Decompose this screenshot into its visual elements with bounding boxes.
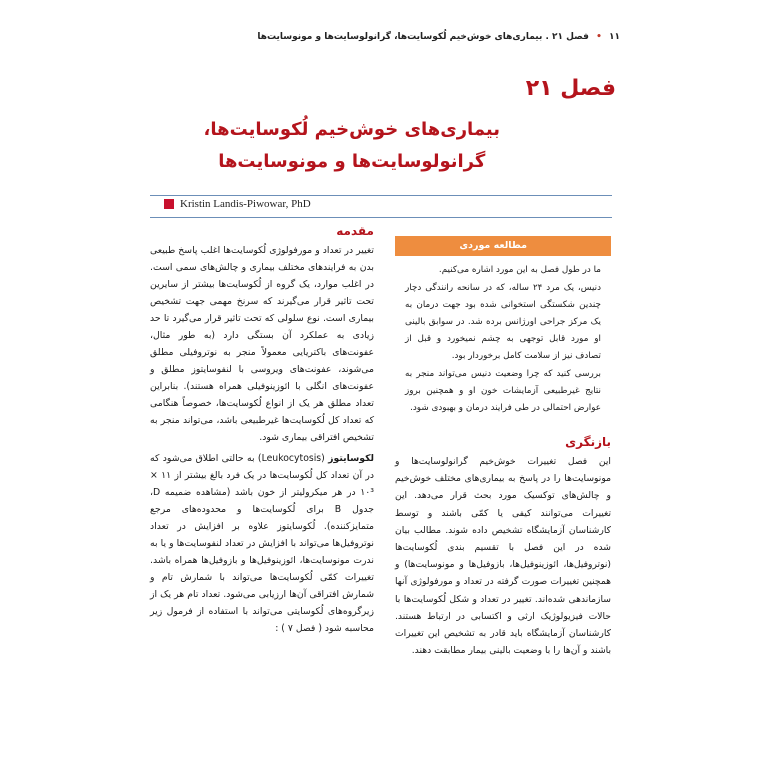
author-rule-top [150, 195, 612, 196]
case-study-box [395, 236, 611, 417]
intro-column [150, 220, 374, 637]
intro-heading: مقدمه [336, 224, 374, 238]
intro-paragraph-2 [150, 450, 374, 637]
chapter-title-line-1: بیماری‌های خوش‌خیم لُکوسایت‌ها، [203, 119, 500, 140]
case-study-paragraph: دنیس، یک مرد ۲۴ ساله، که در سانحه رانندگی دچار چندین شکستگی استخوانی شده بود جهت درمان به یک مرکز جراحی اورژانس برده شد. در سوابق بالینی او مورد قابل توجهی به چشم نمیخورد و قبل از تصادف نیز از سلامت کامل برخوردار بود. [405, 283, 601, 361]
running-head [150, 32, 620, 42]
case-study-body [395, 256, 611, 417]
running-head-title: فصل ۲۱ . بیماری‌های خوش‌خیم لُکوسایت‌ها، گرانولوسایت‌ها و مونوسایت‌ها [257, 32, 589, 42]
leukocytosis-term: لکوسایتوز [328, 453, 374, 464]
chapter-number: فصل ۲۱ [525, 76, 616, 101]
review-heading: بازنگری [565, 435, 611, 449]
intro-paragraph-2-text: (Leukocytosis) به حالتی اطلاق می‌شود که در آن تعداد کل لُکوسایت‌ها در یک فرد بالغ بیشتر از ۱۱ × ۱۰³ در هر میکرولیتر از خون باشد (مشاهده ضمیمه D، جدول B برای لُکوسایت‌ها و محدوده‌های مرجع متمایزکننده). لُکوسایتوز علاوه بر افزایش در تعداد نوتروفیل‌ها می‌تواند با افزایش در تعداد لنفوسایت‌ها و یا به ندرت مونوسایت‌ها، ائوزینوفیل‌ها و بازوفیل‌ها همراه باشد. تغییرات کمّی لُکوسایت‌ها می‌تواند با شمارش تام و شمارش افتراقی آن‌ها ارزیابی می‌شود. تعداد تام هر یک از زیرگروه‌های لُکوسایتی می‌تواند با استفاده از فرمول زیر محاسبه شود ( فصل ۷ ) : [150, 453, 375, 634]
author-marker [164, 199, 174, 209]
author-rule-bottom [150, 217, 612, 218]
chapter-title [204, 114, 500, 178]
case-study-question: بررسی کنید که چرا وضعیت دنیس می‌تواند منجر به نتایج غیرطبیعی آزمایشات خون او و همچنین بروز عوارض احتمالی در طی فرایند درمان و بهبودی شود. [405, 369, 601, 413]
case-study-intro: ما در طول فصل به این مورد اشاره می‌کنیم. [438, 265, 601, 275]
chapter-title-line-2: گرانولوسایت‌ها و مونوسایت‌ها [218, 151, 486, 172]
author-name: Kristin Landis-Piwowar, PhD [180, 198, 311, 210]
right-column [395, 236, 611, 659]
review-paragraph: این فصل تغییرات خوش‌خیم گرانولوسایت‌ها و مونوسایت‌ها را در پاسخ به بیماری‌های مختلف خوش‌خیم و چالش‌های توکسیک مورد بحث قرار می‌دهد. این تغییرات می‌توانند کیفی یا کمّی باشند و توسط کارشناسان آزمایشگاه تشخیص داده شوند. مطالب بیان شده در این فصل با تقسیم بندی لُکوسایت‌ها (نوتروفیل‌ها، ائوزینوفیل‌ها، بازوفیل‌ها و مونوسایت‌ها) و همچنین تغییرات صورت گرفته در تعداد و مورفولوژی آنها سازماندهی شده‌اند. تغییر در تعداد و شکل لُکوسایت‌ها با حالات فیزیولوژیک ارثی و اکتسابی در ارتباط هستند. کارشناسان آزمایشگاه باید قادر به تشخیص این تغییرات باشند و آن‌ها را با وضعیت بالینی بیمار مطابقت دهند. [395, 456, 611, 657]
page-number: ۱۱ [609, 32, 620, 42]
intro-paragraph-1: تغییر در تعداد و مورفولوژی لُکوسایت‌ها اغلب پاسخ طبیعی بدن به فرایندهای مختلف بیماری و چالش‌های سمی است. در اغلب موارد، یک گروه از لُکوسایت‌ها بیشتر از سایرین تحت تاثیر قرار می‌گیرند که سرنخ مهمی جهت تشخیص بیماری است. نوع سلولی که تحت تاثیر قرار می‌گیرد تا حد زیادی به عملکرد آن بستگی دارد (به طور مثال، عفونت‌های باکتریایی معمولاً منجر به نوتروفیلی مطلق می‌شوند، عفونت‌های ویروسی با لنفوسایتوز مطلق و عفونت‌های انگلی با ائوزینوفیلی همراه هستند). بنابراین تعداد مطلق هر یک از انواع لُکوسایت‌ها، خصوصاً هنگامی که تعداد کل لُکوسایت‌ها غیرطبیعی باشد، می‌تواند منجر به تشخیص افتراقی بیماری شود. [150, 245, 374, 443]
bullet-separator: • [596, 32, 602, 42]
case-study-title: مطالعه موردی [395, 236, 611, 256]
